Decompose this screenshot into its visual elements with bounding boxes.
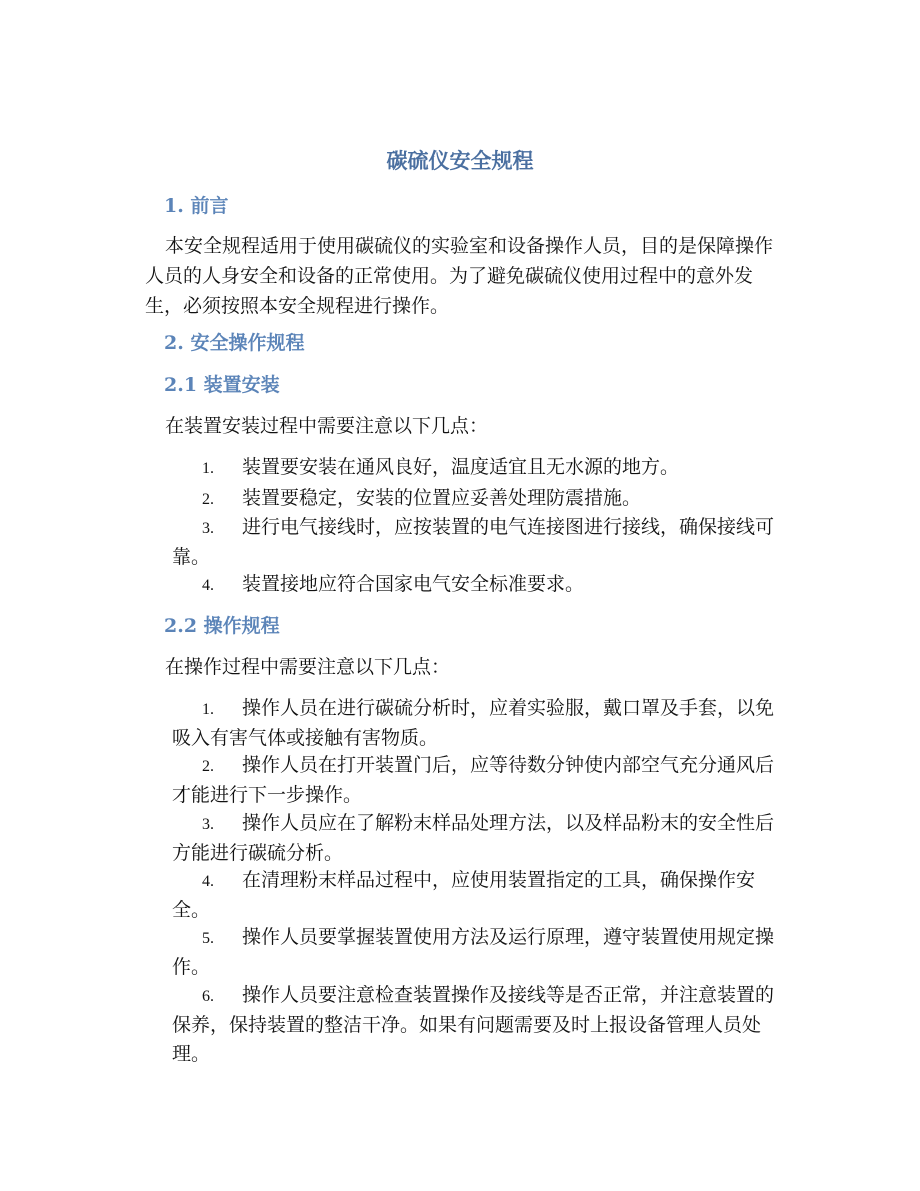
list-item-number: 1. bbox=[202, 460, 214, 477]
list-item-text: 装置要稳定，安装的位置应妥善处理防震措施。 bbox=[242, 487, 642, 509]
preface-paragraph: 本安全规程适用于使用碳硫仪的实验室和设备操作人员，目的是保障操作人员的人身安全和设备的正常使用。为了避免碳硫仪使用过程中的意外发生，必须按照本安全规程进行操作。 bbox=[145, 235, 774, 317]
list-item-number: 1. bbox=[202, 701, 214, 718]
list-item-number: 4. bbox=[202, 577, 214, 594]
list-item bbox=[172, 981, 782, 1069]
list-item-text: 操作人员要掌握装置使用方法及运行原理，遵守装置使用规定操作。 bbox=[172, 926, 775, 978]
operation-intro: 在操作过程中需要注意以下几点： bbox=[165, 656, 451, 678]
list-item bbox=[172, 923, 782, 982]
list-item-number: 2. bbox=[202, 758, 214, 775]
list-item bbox=[172, 513, 782, 572]
list-item-text: 操作人员在进行碳硫分析时，应着实验服，戴口罩及手套，以免吸入有害气体或接触有害物质。 bbox=[172, 697, 775, 749]
list-item-number: 2. bbox=[202, 491, 214, 508]
list-item-number: 3. bbox=[202, 520, 214, 537]
list-item-number: 4. bbox=[202, 873, 214, 890]
list-item-text: 进行电气接线时，应按装置的电气连接图进行接线，确保接线可靠。 bbox=[172, 516, 775, 568]
list-item bbox=[172, 694, 782, 753]
list-item-text: 装置接地应符合国家电气安全标准要求。 bbox=[242, 573, 585, 595]
subsection-heading-operation: 2.2 操作规程 bbox=[164, 615, 280, 637]
list-item-number: 3. bbox=[202, 816, 214, 833]
installation-intro: 在装置安装过程中需要注意以下几点： bbox=[165, 415, 489, 437]
list-item-number: 5. bbox=[202, 930, 214, 947]
subsection-heading-installation: 2.1 装置安装 bbox=[164, 374, 280, 396]
list-item bbox=[172, 484, 782, 514]
section-heading-preface: 1. 前言 bbox=[164, 195, 229, 217]
list-item-text: 操作人员要注意检查装置操作及接线等是否正常，并注意装置的保养，保持装置的整洁干净。如果有问题需要及时上报设备管理人员处理。 bbox=[172, 984, 775, 1065]
list-item bbox=[172, 453, 782, 483]
list-item bbox=[172, 866, 782, 925]
list-item-text: 在清理粉末样品过程中，应使用装置指定的工具，确保操作安全。 bbox=[172, 869, 756, 921]
list-item bbox=[172, 751, 782, 810]
list-item-number: 6. bbox=[202, 988, 214, 1005]
section-heading-safety-procedures: 2. 安全操作规程 bbox=[164, 332, 305, 354]
list-item-text: 操作人员应在了解粉末样品处理方法，以及样品粉末的安全性后方能进行碳硫分析。 bbox=[172, 812, 775, 864]
document-title: 碳硫仪安全规程 bbox=[386, 148, 534, 173]
list-item bbox=[172, 809, 782, 868]
list-item bbox=[172, 570, 782, 600]
list-item-text: 装置要安装在通风良好，温度适宜且无水源的地方。 bbox=[242, 456, 680, 478]
list-item-text: 操作人员在打开装置门后，应等待数分钟使内部空气充分通风后才能进行下一步操作。 bbox=[172, 754, 775, 806]
